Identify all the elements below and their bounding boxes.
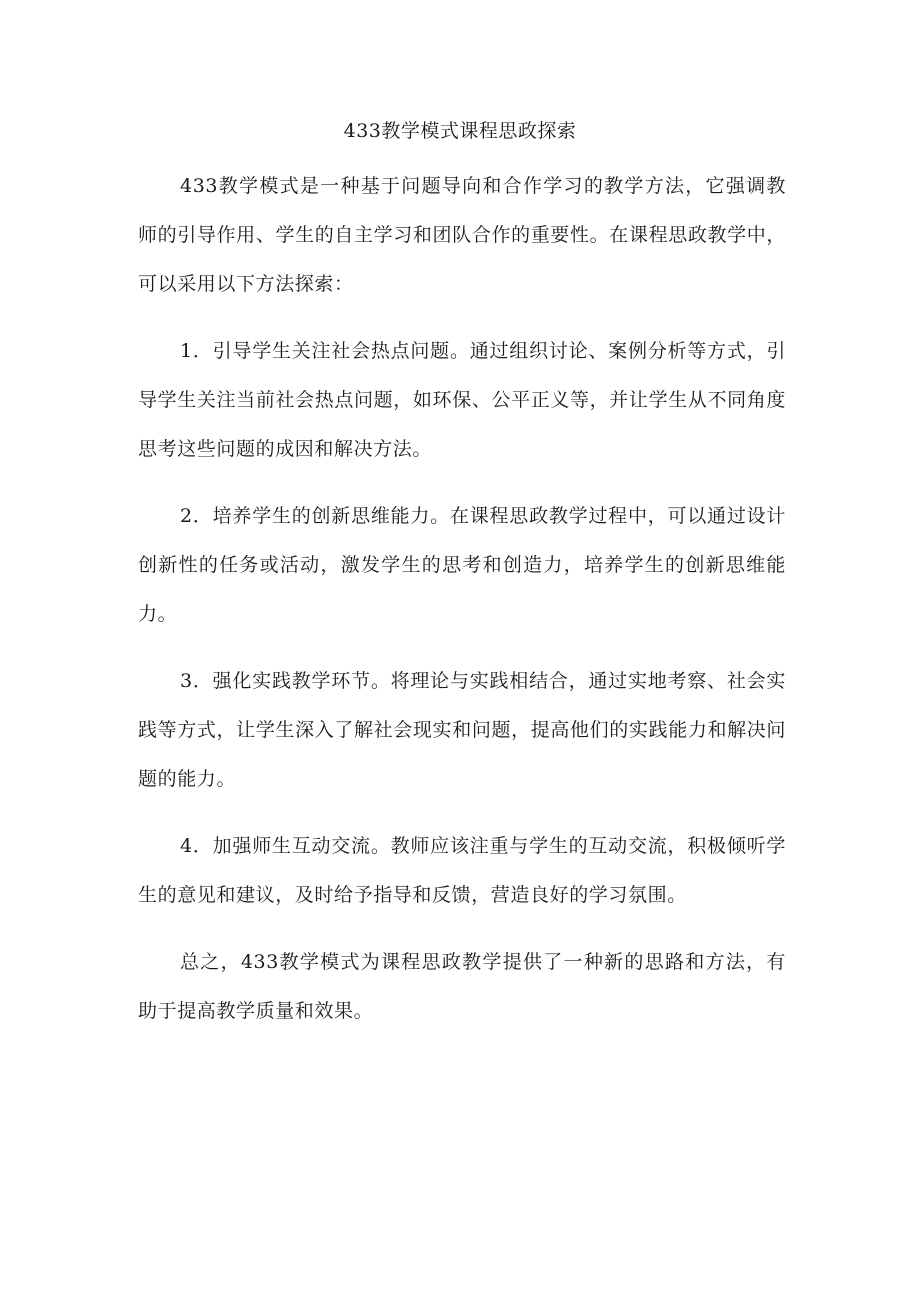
method-2-paragraph: 2．培养学生的创新思维能力。在课程思政教学过程中，可以通过设计创新性的任务或活动，激发学生的思考和创造力，培养学生的创新思维能力。 [138, 505, 786, 625]
conclusion-paragraph: 总之，433教学模式为课程思政教学提供了一种新的思路和方法，有助于提高教学质量和效果。 [138, 951, 786, 1022]
document-body [138, 162, 786, 1054]
document-title: 433教学模式课程思政探索 [343, 120, 577, 142]
method-1-paragraph: 1．引导学生关注社会热点问题。通过组织讨论、案例分析等方式，引导学生关注当前社会热点问题，如环保、公平正义等，并让学生从不同角度思考这些问题的成因和解决方法。 [138, 340, 786, 460]
method-3-paragraph: 3．强化实践教学环节。将理论与实践相结合，通过实地考察、社会实践等方式，让学生深入了解社会现实和问题，提高他们的实践能力和解决问题的能力。 [138, 670, 786, 790]
intro-paragraph: 433教学模式是一种基于问题导向和合作学习的教学方法，它强调教师的引导作用、学生的自主学习和团队合作的重要性。在课程思政教学中，可以采用以下方法探索： [138, 175, 786, 295]
method-4-paragraph: 4．加强师生互动交流。教师应该注重与学生的互动交流，积极倾听学生的意见和建议，及时给予指导和反馈，营造良好的学习氛围。 [138, 835, 786, 906]
